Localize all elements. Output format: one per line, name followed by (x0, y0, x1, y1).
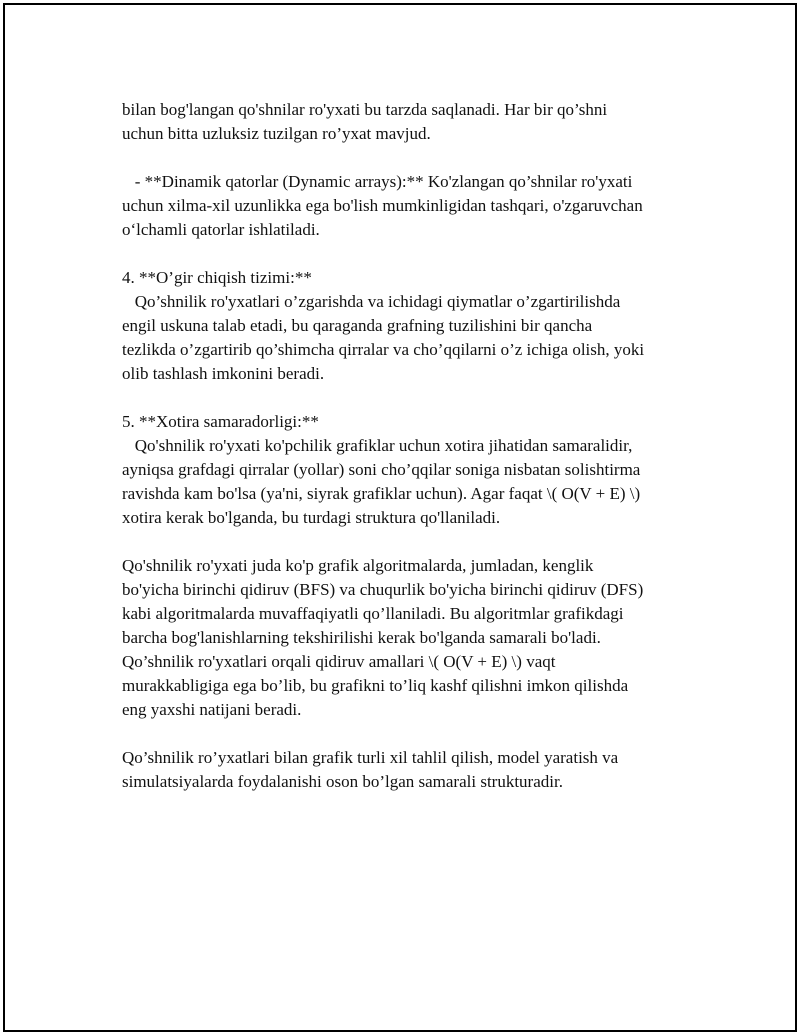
text-line: Qo’shnilik ro’yxatlari bilan grafik turli xil tahlil qilish, model yaratish va (122, 748, 619, 767)
text-line: uchun xilma-xil uzunlikka ega bo'lish mumkinligidan tashqari, o'zgaruvchan (122, 196, 643, 215)
text-line: olib tashlash imkonini beradi. (122, 364, 325, 383)
text-line: Qo'shnilik ro'yxati juda ko'p grafik algoritmalarda, jumladan, kenglik (122, 556, 594, 575)
paragraph-linked-list-intro (122, 98, 702, 146)
text-line: ayniqsa grafdagi qirralar (yollar) soni cho’qqilar soniga nisbatan solishtirma (122, 460, 641, 479)
text-line: xotira kerak bo'lganda, bu turdagi struktura qo'llaniladi. (122, 508, 501, 527)
paragraph-spacer (122, 530, 702, 554)
text-line: tezlikda o’zgartirib qo’shimcha qirralar va cho’qqilarni o’z ichiga olish, yoki (122, 340, 645, 359)
text-line: bilan bog'langan qo'shnilar ro'yxati bu tarzda saqlanadi. Har bir qo’shni (122, 100, 608, 119)
paragraph-section-4 (122, 266, 702, 386)
text-line: o‘lchamli qatorlar ishlatiladi. (122, 220, 320, 239)
section-heading: 5. **Xotira samaradorligi:** (122, 412, 319, 431)
text-line: ravishda kam bo'lsa (ya'ni, siyrak grafiklar uchun). Agar faqat \( O(V + E) \) (122, 484, 641, 503)
text-line: - **Dinamik qatorlar (Dynamic arrays):** Ko'zlangan qo’shnilar ro'yxati (122, 172, 633, 191)
text-line: murakkabligiga ega bo’lib, bu grafikni to’liq kashf qilishni imkon qilishda (122, 676, 629, 695)
text-line: Qo’shnilik ro'yxatlari o’zgarishda va ichidagi qiymatlar o’zgartirilishda (122, 292, 621, 311)
paragraph-spacer (122, 242, 702, 266)
page-frame (3, 3, 797, 1032)
text-line: barcha bog'lanishlarning tekshirilishi kerak bo'lganda samarali bo'ladi. (122, 628, 601, 647)
text-line: Qo’shnilik ro'yxatlari orqali qidiruv amallari \( O(V + E) \) vaqt (122, 652, 556, 671)
paragraph-section-5 (122, 410, 702, 530)
paragraph-spacer (122, 722, 702, 746)
paragraph-algorithms (122, 554, 702, 722)
text-line: kabi algoritmalarda muvaffaqiyatli qo’llaniladi. Bu algoritmlar grafikdagi (122, 604, 624, 623)
text-line: eng yaxshi natijani beradi. (122, 700, 302, 719)
text-line: Qo'shnilik ro'yxati ko'pchilik grafiklar uchun xotira jihatidan samaralidir, (122, 436, 633, 455)
paragraph-spacer (122, 146, 702, 170)
text-line: simulatsiyalarda foydalanishi oson bo’lgan samarali strukturadir. (122, 772, 563, 791)
paragraph-conclusion (122, 746, 702, 794)
paragraph-dynamic-arrays (122, 170, 702, 242)
document-body (122, 98, 702, 794)
paragraph-spacer (122, 386, 702, 410)
text-line: bo'yicha birinchi qidiruv (BFS) va chuqurlik bo'yicha birinchi qidiruv (DFS) (122, 580, 644, 599)
text-line: engil uskuna talab etadi, bu qaraganda grafning tuzilishini bir qancha (122, 316, 593, 335)
section-heading: 4. **O’gir chiqish tizimi:** (122, 268, 312, 287)
text-line: uchun bitta uzluksiz tuzilgan ro’yxat mavjud. (122, 124, 431, 143)
